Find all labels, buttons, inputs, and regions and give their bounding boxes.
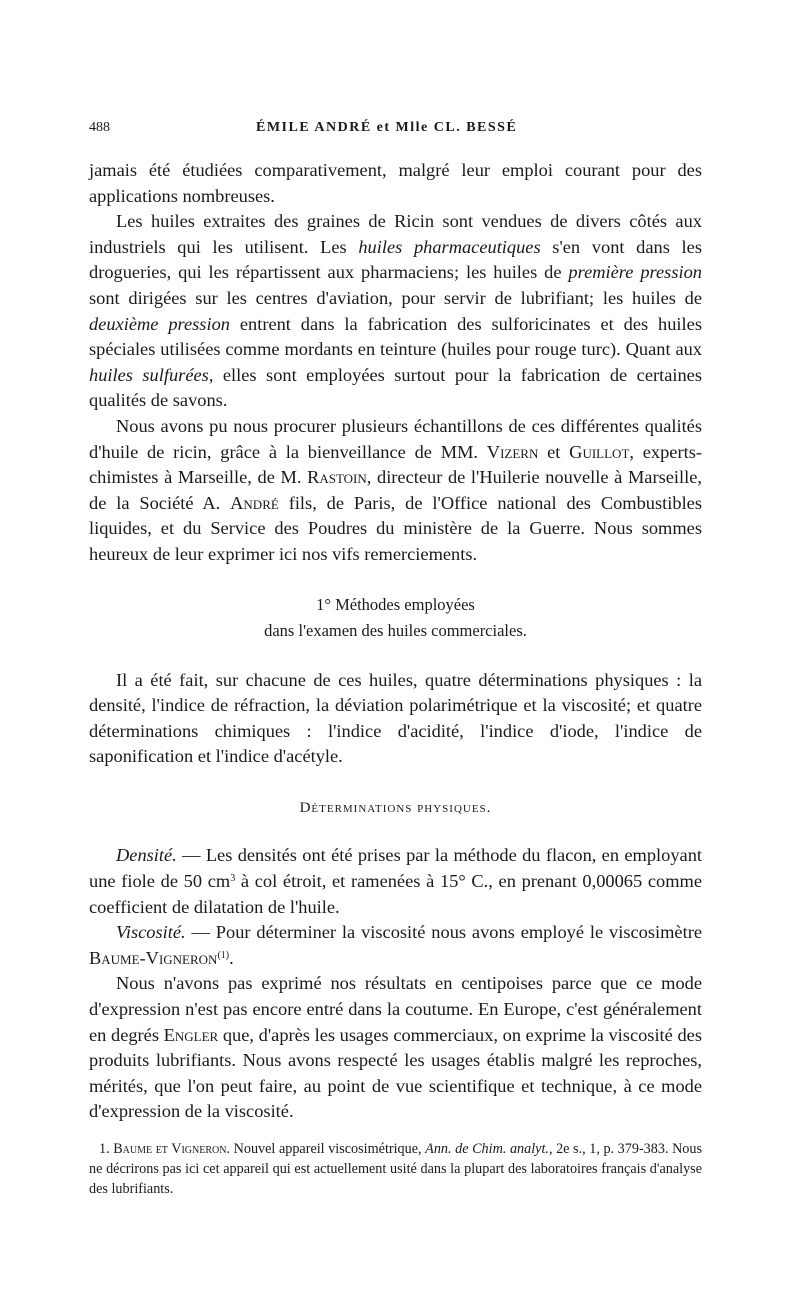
paragraph-1: jamais été étudiées comparativement, malgré leur emploi courant pour des applications nombreuses. bbox=[89, 160, 702, 206]
text-run: que, d'après les usages commerciaux, on exprime la viscosité des produits lubrifiants. Nous avons respecté les usages établis malgré les reproches, mérités, que l'on peut faire, au point de vue scientifique et technique, à ce mode d'expression de la viscosité. bbox=[89, 1024, 702, 1122]
text-run: sont dirigées sur les centres d'aviation, pour servir de lubrifiant; les huiles de bbox=[89, 287, 702, 308]
italic-term: huiles pharmaceutiques bbox=[358, 236, 541, 257]
section-heading-line-1: 1° Méthodes employées bbox=[316, 594, 475, 614]
text-run: — Les densités ont été prises par la méthode du flacon, en employant une fiole de 50 cm bbox=[89, 845, 702, 892]
page-number: 488 bbox=[89, 120, 110, 135]
paragraph-3 bbox=[89, 414, 702, 568]
text-run: , elles sont employées surtout pour la fabrication de certaines qualités de savons. bbox=[89, 364, 703, 411]
footnote-number: 1. bbox=[99, 1141, 114, 1157]
running-title: ÉMILE ANDRÉ et Mlle CL. BESSÉ bbox=[256, 120, 518, 135]
text-run: et bbox=[538, 441, 570, 462]
text-run: s'en vont dans les drogueries, qui les répartissent aux pharmaciens; les huiles de bbox=[89, 236, 702, 283]
person-name: Engler bbox=[163, 1024, 219, 1045]
text-run: . Nouvel appareil viscosimétrique, bbox=[226, 1141, 426, 1157]
text-run: , 2e s., 1, p. 379-383. Nous ne décrirons pas ici cet appareil qui est actuellement usité dans la plupart des laboratoires français d'analyse des lubrifiants. bbox=[89, 1141, 703, 1197]
section-heading-line-2: dans l'examen des huiles commerciales. bbox=[264, 620, 527, 640]
italic-term: première pression bbox=[568, 262, 702, 283]
text-run: à col étroit, et ramenées à 15° C., en prenant 0,00065 comme coefficient de dilatation de l'huile. bbox=[89, 871, 702, 917]
subheading: Déterminations physiques. bbox=[299, 799, 492, 816]
paragraph-viscosite bbox=[89, 920, 702, 971]
section-heading bbox=[89, 592, 702, 644]
viscosite-label: Viscosité. bbox=[116, 922, 186, 943]
page-header bbox=[89, 118, 702, 142]
text-run: Nous avons pu nous procurer plusieurs échantillons de ces différentes qualités d'huile de ricin, grâce à la bienveillance de MM. bbox=[89, 415, 702, 462]
text-run: fils, de Paris, de l'Office national des Combustibles liquides, et du Service des Poudres du ministère de la Guerre. Nous sommes heureux de leur exprimer ici nos vifs remerciements. bbox=[89, 492, 702, 564]
paragraph-2 bbox=[89, 209, 702, 414]
page bbox=[89, 118, 702, 1199]
text-run: Les huiles extraites des graines de Ricin sont vendues de divers côtés aux industriels qui les utilisent. Les bbox=[89, 211, 702, 257]
paragraph-5 bbox=[89, 971, 702, 1125]
person-name: Rastoin bbox=[307, 467, 367, 488]
text-run: , experts-chimistes à Marseille, de M. bbox=[89, 441, 702, 488]
italic-term: deuxième pression bbox=[89, 313, 230, 334]
footnote-reference: (1) bbox=[217, 949, 230, 961]
footnote bbox=[89, 1139, 702, 1199]
person-name: Guillot bbox=[569, 441, 630, 462]
paragraph-4: Il a été fait, sur chacune de ces huiles, quatre déterminations physiques : la densité, l'indice de réfraction, la déviation polarimétrique et la viscosité; et quatre déterminations chimiques : l'indice d'acidité, l'indice d'iode, l'indice de saponification et l'indice d'acétyle. bbox=[89, 669, 702, 767]
person-name: Vizern bbox=[486, 441, 539, 462]
paragraph-densite bbox=[89, 843, 702, 920]
text-run: . bbox=[229, 947, 234, 968]
person-name: André bbox=[230, 492, 279, 513]
footnote-1 bbox=[89, 1139, 702, 1199]
text-run: Nous n'avons pas exprimé nos résultats en centipoises parce que ce mode d'expression n'est pas encore entré dans la coutume. En Europe, c'est généralement en degrés bbox=[89, 973, 702, 1045]
italic-term: huiles sulfurées bbox=[89, 364, 209, 385]
densite-label: Densité. bbox=[116, 845, 177, 866]
text-run: entrent dans la fabrication des sulforicinates et des huiles spéciales utilisées comme mordants en teinture (huiles pour rouge turc). Quant aux bbox=[89, 313, 702, 360]
author-names: Baume et Vigneron bbox=[113, 1141, 227, 1157]
text-run: , directeur de l'Huilerie nouvelle à Marseille, de la Société A. bbox=[89, 467, 702, 513]
superscript: 3 bbox=[230, 873, 236, 885]
text-run: — Pour déterminer la viscosité nous avons employé le viscosimètre bbox=[185, 922, 702, 943]
body-text bbox=[89, 158, 702, 1125]
journal-name: Ann. de Chim. analyt. bbox=[425, 1141, 549, 1157]
instrument-name: Baume-Vigneron bbox=[89, 947, 218, 968]
